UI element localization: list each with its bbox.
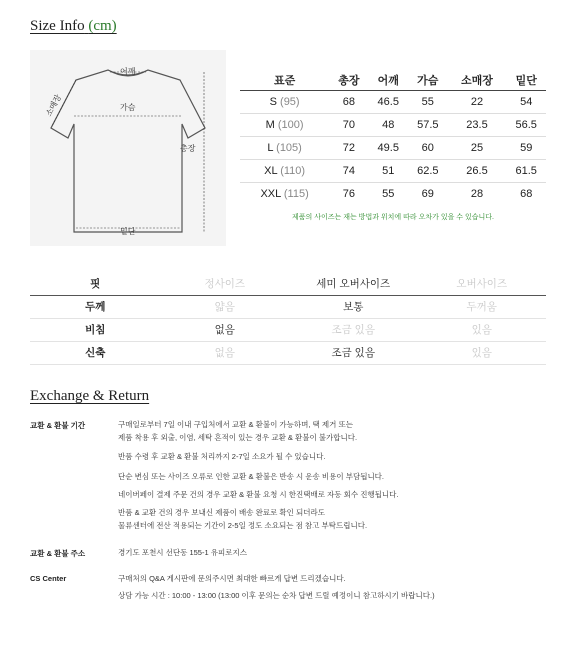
size-value: 68 <box>520 188 533 201</box>
diagram-label-hem: 밑단 <box>120 227 136 236</box>
size-table-header-cell: 가슴 <box>408 69 448 91</box>
size-table-header <box>240 69 546 91</box>
size-label: L (105) <box>240 137 329 160</box>
fit-row-label: 비침 <box>30 318 161 341</box>
size-value: 74 <box>329 160 368 183</box>
diagram-label-chest: 가슴 <box>120 103 136 112</box>
table-row <box>240 137 546 160</box>
table-row <box>240 160 546 183</box>
fit-option-selected: 보통 <box>289 295 417 318</box>
size-table-header-cell: 총장 <box>329 69 368 91</box>
fit-row-label: 두께 <box>30 295 161 318</box>
diagram-label-shoulder: 어깨 <box>120 67 136 76</box>
fit-option: 오버사이즈 <box>417 272 546 295</box>
size-value: 23.5 <box>448 114 507 137</box>
policy-text-block-2 <box>118 506 538 532</box>
size-table <box>240 68 546 206</box>
policy-line: 네이버페이 결제 주문 건의 경우 교환 & 환불 요청 시 한진택배로 자동 회수 진행됩니다. <box>118 490 399 499</box>
size-value: 69 <box>421 188 434 201</box>
size-value: 54 <box>506 91 546 114</box>
size-info-title-text: Size Info <box>30 18 85 34</box>
size-value: 55 <box>408 91 448 114</box>
size-table-header-cell: 표준 <box>240 69 329 91</box>
size-value: 26.5 <box>448 160 507 183</box>
fit-option: 조금 있음 <box>289 318 417 341</box>
tshirt-outline-icon <box>30 50 226 246</box>
diagram-label-sleeve: 소매장 <box>44 93 64 118</box>
fit-option-selected: 조금 있음 <box>289 341 417 364</box>
cs-line: 구매처의 Q&A 게시판에 문의주시면 최대한 빠르게 답변 드리겠습니다. <box>118 574 346 583</box>
table-row <box>240 183 546 206</box>
exchange-title: Exchange & Return <box>30 388 150 404</box>
fit-option: 정사이즈 <box>161 272 289 295</box>
policy-line: 단순 변심 또는 사이즈 오류로 인한 교환 & 환불은 반송 시 운송 비용이 부담됩니다. <box>118 472 385 481</box>
address-label: 교환 & 환불 주소 <box>30 549 86 558</box>
size-value: 60 <box>408 137 448 160</box>
size-table-header-cell: 밑단 <box>506 69 546 91</box>
size-label: XXL (115) <box>260 188 309 201</box>
size-value: 72 <box>329 137 368 160</box>
cs-text-block <box>118 572 538 602</box>
size-label: S (95) <box>240 91 329 114</box>
fit-option: 있음 <box>417 341 546 364</box>
table-row <box>240 91 546 114</box>
fit-row-stretch <box>30 341 546 364</box>
policy-text-block-1 <box>118 418 538 444</box>
size-table-header-cell: 어깨 <box>368 69 408 91</box>
size-label: M (100) <box>240 114 329 137</box>
size-value: 68 <box>329 91 368 114</box>
policy-line: 제품 착용 후 외출, 이염, 세탁 흔적이 있는 경우 교환 & 환불이 불가합니다. <box>118 433 358 442</box>
size-value: 25 <box>448 137 507 160</box>
fit-row-fit <box>30 272 546 295</box>
fit-option: 없음 <box>161 341 289 364</box>
policy-line: 반품 수령 후 교환 & 환불 처리까지 2-7일 소요가 될 수 있습니다. <box>118 452 326 461</box>
size-unit: (cm) <box>88 18 117 34</box>
fit-row-thickness <box>30 295 546 318</box>
size-value: 48 <box>368 114 408 137</box>
diagram-label-length: 총장 <box>180 144 196 153</box>
size-value: 46.5 <box>368 91 408 114</box>
size-value: 55 <box>382 188 395 201</box>
fit-option: 두꺼움 <box>417 295 546 318</box>
size-value: 59 <box>506 137 546 160</box>
size-value: 57.5 <box>408 114 448 137</box>
policy-line: 구매일로부터 7일 이내 구입처에서 교환 & 환불이 가능하며, 택 제거 또는 <box>118 420 353 429</box>
size-info-title <box>30 18 117 35</box>
size-value: 49.5 <box>368 137 408 160</box>
fit-option-selected: 세미 오버사이즈 <box>289 272 417 295</box>
size-value: 22 <box>448 91 507 114</box>
size-value: 28 <box>470 188 484 201</box>
fit-option: 있음 <box>417 318 546 341</box>
cs-line: 상담 가능 시간 : 10:00 - 13:00 (13:00 이후 문의는 순차 답변 드릴 예정이니 참고하시기 바랍니다.) <box>118 591 435 600</box>
size-value: 61.5 <box>506 160 546 183</box>
size-value: 51 <box>368 160 408 183</box>
size-value: 76 <box>342 188 355 201</box>
policy-line: 물류센터에 전산 적용되는 기간이 2-5일 정도 소요되는 점 참고 부탁드립니다. <box>118 521 368 530</box>
fit-row-label: 핏 <box>30 272 161 295</box>
table-row <box>240 114 546 137</box>
policy-line: 반품 & 교환 건의 경우 보내신 제품이 배송 완료로 확인 되더라도 <box>118 508 325 517</box>
size-value: 62.5 <box>408 160 448 183</box>
size-value: 70 <box>329 114 368 137</box>
size-value: 56.5 <box>506 114 546 137</box>
cs-center-label: CS Center <box>30 574 67 583</box>
size-note: 제품의 사이즈는 재는 방법과 위치에 따라 오차가 있을 수 있습니다. <box>291 214 495 221</box>
address-text: 경기도 포천시 선단동 155-1 유피로지스 <box>118 548 247 557</box>
fit-row-label: 신축 <box>30 341 161 364</box>
size-label: XL (110) <box>240 160 329 183</box>
policy-label: 교환 & 환불 기간 <box>30 421 86 430</box>
fit-row-sheerness <box>30 318 546 341</box>
fit-table <box>30 272 546 365</box>
fit-option: 얇음 <box>161 295 289 318</box>
tshirt-diagram <box>30 50 226 246</box>
fit-option-selected: 없음 <box>161 318 289 341</box>
size-table-header-cell: 소매장 <box>448 69 507 91</box>
